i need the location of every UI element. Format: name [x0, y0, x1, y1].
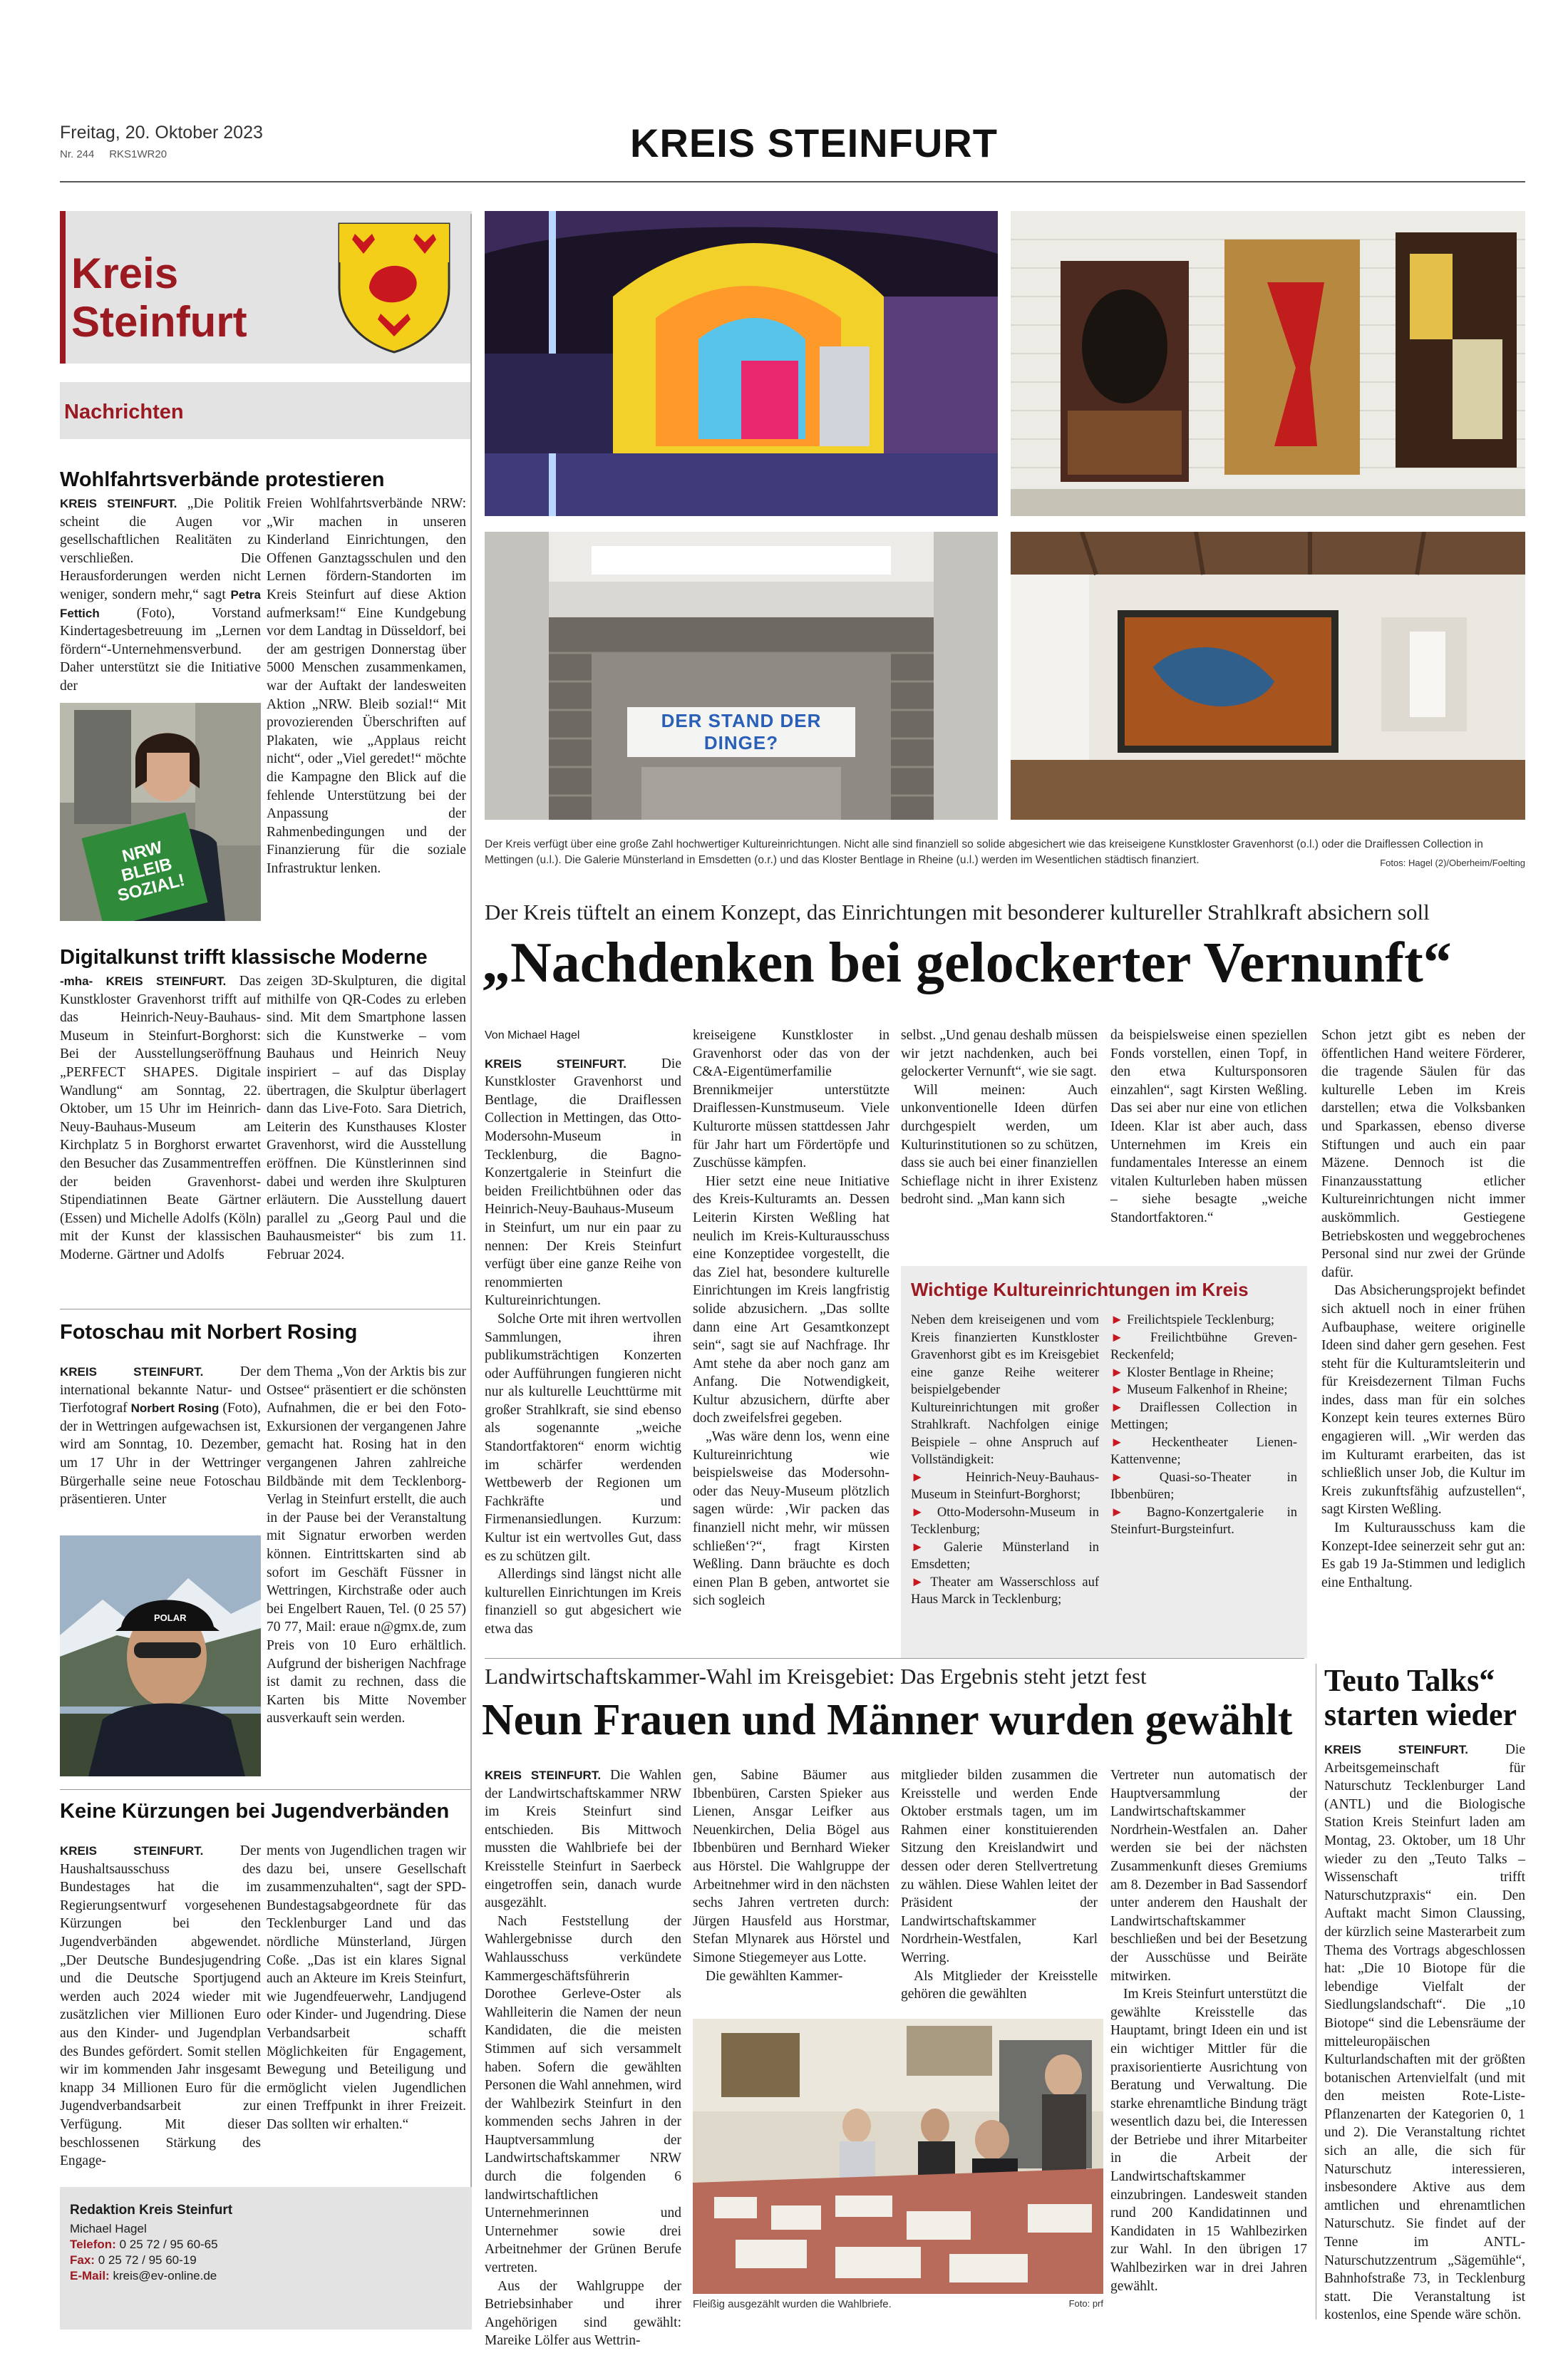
top-story-col3-p1: selbst. „Und genau deshalb müssen wir jetzt nachdenken, auch bei gelockerter Vernunft“, wie sie sagt.	[901, 1028, 1098, 1080]
contact-mail-line	[70, 2268, 462, 2284]
top-story-col1	[485, 1026, 681, 1639]
election-col1-p1	[485, 1766, 681, 1913]
election-dateline: KREIS STEINFURT.	[485, 1769, 602, 1782]
photo-galerie-muensterland	[1011, 211, 1525, 516]
election-col2	[693, 1766, 889, 1985]
contact-phone[interactable]: 0 25 72 / 95 60-65	[119, 2238, 218, 2251]
top-story-col1-p1	[485, 1055, 681, 1310]
bullet-triangle-icon: ►	[1110, 1505, 1124, 1520]
infobox-item-label: Draiflessen Collection in Mettingen;	[1110, 1400, 1297, 1432]
contact-title: Redaktion Kreis Steinfurt	[70, 2203, 233, 2218]
masthead-rule	[60, 181, 1525, 182]
top-story-col5-p3: Im Kulturausschuss kam die Konzept-Idee seinerzeit sehr gut an: Es gab 19 Ja-Stimmen und lediglich eine Enthaltung.	[1321, 1520, 1525, 1590]
contact-mail-label: E-Mail:	[70, 2269, 110, 2282]
brief3-col1	[60, 1363, 261, 1509]
infobox-item	[1110, 1434, 1297, 1469]
election-col4-p2: Im Kreis Steinfurt unterstützt die gewählte Kreisstelle das Hauptamt, bringt Ideen ein und ist ein wichtiger Mittler für die praxisorientierte Ausrichtung von Beratung und Verwaltung. Die starke ehrenamtliche Bindung trägt wesentlich dazu bei, die Interessen der Betriebe und ihrer Mitarbeiter in die Arbeit der Landwirtschaftskammer einzubringen. Landesweit standen rund 200 Kandidatinnen und Kandidaten in 15 Wahlbezirken zur Wahl. In den übrigen 17 Wahlbezirken war in drei Jahren gewählt.	[1110, 1987, 1307, 2294]
infobox-item-label: Heinrich-Neuy-Bauhaus-Museum in Steinfurt-Borghorst;	[911, 1470, 1099, 1502]
brief1-col1	[60, 495, 261, 696]
contact-phone-label: Telefon:	[70, 2238, 116, 2251]
teuto-headline-line1: Teuto Talks“	[1324, 1663, 1495, 1698]
infobox-item	[1110, 1381, 1297, 1399]
brief3-rule	[60, 1789, 470, 1790]
top-story-col5-p2: Das Absicherungsprojekt befindet sich aktuell noch in einer frühen Aufbauphase, weitere originelle Ideen sind daher gern gesehen. Fest steht für die Kulturamtsleiterin und für Kreisdezernent Tilman Fuchs indes, dass man für ein solches Konzept kein teures externes Büro engagieren will. „Wir werden das im Kulturamt erarbeiten, das ist schließlich unser Job, die Kultur im Kreis zukunftsfähig aufzustellen“, sagt Kirsten Weßling.	[1321, 1283, 1525, 1518]
election-photo-caption: Fleißig ausgezählt wurden die Wahlbriefe.	[693, 2298, 892, 2310]
election-kicker: Landwirtschaftskammer-Wahl im Kreisgebiet: Das Ergebnis steht jetzt fest	[485, 1664, 1147, 1689]
contact-fax: 0 25 72 / 95 60-19	[98, 2253, 197, 2267]
bullet-triangle-icon: ►	[1110, 1365, 1124, 1380]
top-story-col4	[1110, 1026, 1307, 1227]
brief3-dateline: KREIS STEINFURT.	[60, 1365, 204, 1379]
election-col1	[485, 1766, 681, 2350]
top-story-col1-p3: Allerdings sind längst nicht alle kulturellen Einrichtungen im Kreis finanziell so gut abgesichert wie etwa das	[485, 1567, 681, 1637]
bullet-triangle-icon: ►	[1110, 1400, 1124, 1415]
infobox-item	[911, 1539, 1099, 1574]
infobox-item	[1110, 1364, 1297, 1382]
bullet-triangle-icon: ►	[1110, 1435, 1124, 1450]
infobox-title: Wichtige Kultureinrichtungen im Kreis	[911, 1279, 1249, 1300]
bullet-triangle-icon: ►	[911, 1470, 924, 1485]
brief1-sign-text: NRW BLEIB SOZIAL!	[115, 838, 187, 906]
infobox-intro: Neben dem kreiseigenen und vom Kreis finanzierten Kunstkloster Gravenhorst gibt es im Kreisgebiet eine ganze Reihe weiterer beispielgebender Kultureinrichtungen mit großer Strahlkraft. Nachfolgen einige Beispiele – ohne Anspruch auf Vollständigkeit:	[911, 1313, 1099, 1467]
top-story-dateline: KREIS STEINFURT.	[485, 1056, 626, 1071]
infobox-item	[911, 1469, 1099, 1504]
rubric-label: Nachrichten	[64, 401, 184, 423]
infobox-item	[1110, 1399, 1297, 1434]
bullet-triangle-icon: ►	[1110, 1470, 1124, 1485]
infobox-item-label: Freilichtbühne Greven-Reckenfeld;	[1110, 1330, 1297, 1362]
top-story-col2-p1: kreiseigene Kunstkloster in Gravenhorst oder das von der C&A-Eigentümerfamilie Brennikmeijer unterstützte Draiflessen-Kunstmuseum. Viele Kulturorte müssen stattdessen Jahr für Jahr hart um Fördertöpfe und Zuschüsse kämpfen.	[693, 1028, 889, 1171]
top-story-col3-p2: Will meinen: Auch unkonventionelle Ideen dürfen durchgespielt werden, um Kulturinstitutionen so zu schützen, dass sie auch bei einer finanziellen Schieflage nicht in ihrer Existenz bedroht sind. „Man kann sich	[901, 1082, 1098, 1208]
infobox-item-label: Otto-Modersohn-Museum in Tecklenburg;	[911, 1505, 1099, 1537]
top-story-col5	[1321, 1026, 1525, 1592]
brief1-person: Petra Fettich	[60, 587, 261, 620]
election-col2-p2: Die gewählten Kammer-	[706, 1968, 843, 1984]
contact-phone-line	[70, 2237, 462, 2253]
election-col4-p1: Vertreter nun automatisch der Hauptversammlung der Landwirtschaftskammer Nordrhein-Westfalen an. Daher werden sie bei der nächsten Zusammenkunft dieses Gremiums am 8. Dezember in Bad Sassendorf unter anderem den Haushalt der Landwirtschaftskammer beschließen und bei der Besetzung der Ausschüsse und Beiräte mitwirken.	[1110, 1768, 1307, 1984]
brief4-headline: Keine Kürzungen bei Jugendverbänden	[60, 1800, 450, 1823]
top-story-byline: Von Michael Hagel	[485, 1029, 580, 1041]
brief1-text-b: (Foto), Vorstand Kindertagesbetreuung im „Lernen fördern“-Unternehmensverbund. Daher unterstützt sie die Initiative der	[60, 605, 262, 694]
coat-of-arms-icon	[334, 220, 455, 355]
stairs-sign: DER STAND DER DINGE?	[627, 707, 855, 757]
top-story-caption-credit: Fotos: Hagel (2)/Oberheim/Foelting	[1380, 858, 1525, 868]
election-col3	[901, 1766, 1098, 2004]
top-story-kicker: Der Kreis tüftelt an einem Konzept, das Einrichtungen mit besonderer kultureller Strahlkraft absichern soll	[485, 900, 1430, 925]
brief4-col1	[60, 1842, 261, 2171]
top-story-photo-caption	[485, 837, 1525, 871]
infobox-item	[1110, 1469, 1297, 1504]
infobox-item-label: Heckentheater Lienen-Kattenvenne;	[1110, 1435, 1297, 1467]
photo-draiflessen-collection	[485, 532, 998, 820]
brief3-text-b: (Foto), der in Wettringen aufgewachsen ist, wird am Sonntag, 10. Dezember, um 17 Uhr in der Wettringer Bürgerhalle seine neue Fotoschau präsentieren. Unter	[60, 1401, 261, 1508]
photo-kunstkloster-gravenhorst	[485, 211, 998, 516]
election-col4	[1110, 1766, 1307, 2295]
teuto-text: Die Arbeitsgemeinschaft für Naturschutz Tecklenburger Land (ANTL) und die Biologische Station Kreis Steinfurt laden am Montag, 23. Oktober, um 18 Uhr wieder zu den „Teuto Talks – Wissenschaft trifft Naturschutzpraxis“ ein. Den Auftakt macht Simon Claussing, der kürzlich seine Masterarbeit zum Thema des Vortrags abgeschlossen hat: „Die 10 Biotope für die lebendige Vielfalt der Siedlungslandschaft“. Die „10 Biotope“ sind die Lebensräume der mitteleuropäischen Kulturlandschaften mit der größten botanischen Artenvielfalt (und mit den meisten Rote-Liste-Pflanzenarten der Kategorien 0, 1 und 2). Die Veranstaltung richtet sich an alle, die sich für Naturschutz interessieren, insbesondere Aktive aus dem amtlichen und ehrenamtlichen Naturschutz. Sie findet auf der Tenne im ANTL-Naturschutzzentrum „Sägemühle“, Bahnhofstraße 73, in Tecklenburg statt. Die Veranstaltung ist kostenlos, eine Spende wäre schön.	[1324, 1742, 1525, 2323]
infobox-item	[1110, 1329, 1297, 1364]
brief3-text-a: Der international bekannte Natur- und Tierfotograf	[60, 1364, 262, 1416]
brief4-dateline: KREIS STEINFURT.	[60, 1844, 204, 1858]
infobox-col2	[1110, 1312, 1297, 1539]
infobox-item	[1110, 1504, 1297, 1539]
bullet-triangle-icon: ►	[1110, 1330, 1124, 1345]
teuto-body	[1324, 1741, 1525, 2325]
contact-mail[interactable]: kreis@ev-online.de	[113, 2269, 217, 2282]
infobox-col1	[911, 1312, 1099, 1609]
brief3-person: Norbert Rosing	[130, 1401, 220, 1416]
brief4-text: Der Haushaltsausschuss des Bundestages hat die im Regierungsentwurf vorgesehenen Kürzungen bei den Jugendverbänden abgewendet. „Der Deutsche Bundesjugendring und die Deutsche Sportjugend werden auch 2024 wieder mit zusätzlichen vier Millionen Euro aus den Kinder- und Jugendplan des Bundes gefördert. Somit stellen wir im kommenden Jahr insgesamt knapp 34 Millionen Euro für die Jugendverbandsarbeit zur Verfügung. Mit dieser beschlossenen Stärkung des Engage-	[60, 1843, 262, 2169]
brief3-col2: dem Thema „Von der Arktis bis zur Ostsee“ präsentiert er die schönsten Aufnahmen, die er bei den Foto-Exkursionen der vergangenen Jahre gemacht hat. Rosing hat in den vergangenen Jahren zahlreiche Bildbände mit dem Tecklenborg-Verlag in Steinfurt erstellt, die auch in der Pause bei der Veranstaltung mit Signatur erworben werden können. Eintrittskarten sind ab sofort im Geschäft Füssner in Wettringen, Kirchstraße oder auch bei Engelbert Rauen, Tel. (0 25 57) 70 77, Mail: eraue n@gmx.de, zum Preis von 10 Euro erhältlich. Aufgrund der bisherigen Nachfrage ist damit zu rechnen, dass die Karten bis Mitte November ausverkauft sein werden.	[267, 1364, 466, 1726]
infobox-item	[911, 1504, 1099, 1539]
infobox-item	[1110, 1312, 1297, 1329]
election-col3-p2: Als Mitglieder der Kreisstelle gehören die gewählten	[901, 1968, 1098, 2002]
top-story-col2	[693, 1026, 889, 1610]
infobox-item-label: Quasi-so-Theater in Ibbenbüren;	[1110, 1470, 1297, 1502]
sidebar-divider	[470, 214, 472, 2238]
election-col1-p1-text: Die Wahlen der Landwirtschaftskammer NRW im Kreis Steinfurt sind entschieden. Bis Mittwoch mussten die Wahlbriefe bei der Kreisstelle Steinfurt in Saerbeck eingetroffen sein, danach wurde ausgezählt.	[485, 1768, 681, 1911]
top-story-caption-text: Der Kreis verfügt über eine große Zahl hochwertiger Kultureinrichtungen. Nicht alle sind finanziell so solide abgesichert wie das kreiseigene Kunstkloster Gravenhorst (o.l.) oder die Draiflessen Collection in Mettingen (u.l.). Die Galerie Münsterland in Emsdetten (o.r.) und das Kloster Bentlage in Rheine (u.l.) werden im Wesentlichen städtisch finanziert.	[485, 838, 1483, 866]
election-col2-p1: gen, Sabine Bäumer aus Ibbenbüren, Carsten Spieker aus Lienen, Ansgar Leifker aus Neuenkirchen, Delia Bögel aus Ibbenbüren und Bernhard Wieker aus Hörstel. Die Wahlgruppe der Arbeitnehmer wird in den nächsten sechs Jahren vertreten durch: Jürgen Hausfeld aus Horstmar, Stefan Mlynarek aus Hörstel und Simone Stiegemeyer aus Lotte.	[693, 1768, 889, 1965]
top-story-col5-p1: Schon jetzt gibt es neben der öffentlichen Hand weitere Förderer, die tragende Säulen für das kulturelle Leben im Kreis darstellen; etwa die Volksbanken und Sparkassen, ebenso diverse Stiftungen und auch ein paar Mäzene. Dennoch ist die Finanzausstattung etlicher Kultureinrichtungen nicht immer auskömmlich. Gestiegene Betriebskosten und weggebrochenes Personal sind nur zwei der Gründe dafür.	[1321, 1028, 1525, 1280]
top-story-col3	[901, 1026, 1098, 1209]
masthead-date: Freitag, 20. Oktober 2023	[60, 123, 263, 143]
top-story-col2-p3: „Was wäre denn los, wenn eine Kultureinrichtung wie beispielsweise das Modersohn- oder das Neuy-Museum plötzlich sagen würde: ‚Wir packen das finanziell nicht mehr, wir müssen schließen‘?“, fragt Kirsten Weßling. Dann bräuchte es doch einen Plan B geben, antwortet sie sich sogleich	[693, 1429, 889, 1609]
contact-box	[60, 2187, 472, 2330]
photo-kloster-bentlage	[1011, 532, 1525, 820]
election-headline: Neun Frauen und Männer wurden gewählt	[482, 1696, 1293, 1744]
brief2-dateline: -mha- KREIS STEINFURT.	[60, 974, 227, 988]
election-col3-p1: mitglieder bilden zusammen die Kreisstelle und werden Ende Oktober erstmals tagen, um im Rahmen einer konstituierenden Sitzung den Kreislandwirt und dessen oder deren Stellvertretung zu wählen. Diese Wahlen leitet der Präsident der Landwirtschaftskammer Nordrhein-Westfalen, Karl Werring.	[901, 1768, 1098, 1965]
bullet-triangle-icon: ►	[911, 1540, 924, 1555]
region-box	[60, 211, 472, 364]
masthead-section: KREIS STEINFURT	[630, 120, 998, 165]
brief3-cap-logo: POLAR	[154, 1612, 187, 1623]
election-photo-caption-line	[693, 2298, 1103, 2310]
brief1-dateline: KREIS STEINFURT.	[60, 497, 177, 510]
top-story-col2-p2: Hier setzt eine neue Initiative des Kreis-Kulturamts an. Dessen Leiterin Kirsten Weßling hat neulich im Kreis-Kulturausschuss eine Konzeptidee vorgestellt, die das Ziel hat, besondere kulturelle Einrichtungen im Kreis langfristig solide abzusichern. „Das sollte dann eine Art Gesamtkonzept sein“, sagt sie auf Nachfrage. Ihr Amt stehe da aber noch ganz am Anfang. Die Notwendigkeit, Kultur abzusichern, dürfte aber doch zweifelsfrei gegeben.	[693, 1173, 889, 1426]
brief2-col2: zeigen 3D-Skulpturen, die digital mithilfe von QR-Codes zu erleben sind. Mit dem Smartphone lassen sich die Kunstwerke – vom Bauhaus und Heinrich Neuy inspiriert – auf das Display übertragen, die Skulptur überlagert dann das Live-Foto. Sara Dietrich, Leiterin des Kunsthauses Kloster Gravenhorst, wird die Ausstellung eröffnen. Die Künstlerinnen sind dabei und werden ihre Skulpturen erläutern. Die Ausstellung dauert parallel zu „Georg Paul und die Bauhausmeister“ bis zum 11. Februar 2024.	[267, 974, 466, 1262]
top-story-col1-p1-text: Die Kunstkloster Gravenhorst und Bentlage, die Draiflessen Collection in Mettingen, das Otto-Modersohn-Museum in Tecklenburg, die Bagno-Konzertgalerie in Steinfurt die beiden Freilichtbühnen oder das Heinrich-Neuy-Bauhaus-Museum in Steinfurt, um nur ein paar zu nennen: Der Kreis Steinfurt verfügt über eine ganze Reihe von renommierten Kultureinrichtungen.	[485, 1056, 681, 1309]
region-accent-bar	[60, 211, 66, 364]
election-col1-p2: Nach Feststellung der Wahlergebnisse durch den Wahlausschuss verkündete Kammergeschäftsführerin Dorothee Gerleve-Oster als Wahlleiterin die Namen der neun Kandidaten, die die meisten Stimmen auf sich versammelt haben. Sofern die gewählten Personen die Wahl annehmen, wird der Wahlbezirk Steinfurt in den kommenden sechs Jahren in der Hauptversammlung der Landwirtschaftskammer NRW durch die folgenden 6 landwirtschaftlichen Unternehmerinnen und Unternehmer sowie drei Arbeitnehmer der Grünen Berufe vertreten.	[485, 1913, 681, 2276]
election-photo-credit: Foto: prf	[1068, 2298, 1103, 2309]
bullet-triangle-icon: ►	[911, 1575, 924, 1590]
election-photo	[693, 2019, 1103, 2294]
brief3-portrait-photo	[60, 1535, 261, 1776]
brief1-col2: Freien Wohlfahrtsverbände NRW: „Wir machen in unseren Kinderland Einrichtungen, den Offenen Ganztagsschulen und den Lernen fördern-Standorten im Kreis Steinfurt auf diese Aktion aufmerksam!“ Eine Kundgebung vor dem Landtag in Düsseldorf, bei der am gestrigen Donnerstag über 5000 Menschen zusammenkamen, war der Auftakt der landesweiten Aktion „NRW. Bleib sozial!“ Mit provozierenden Überschriften auf Plakaten, wie „Applaus reicht nicht“, oder „Viel geredet!“ möchte die Kampagne den Blick auf die fehlende Unterstützung bei der Anpassung der Rahmenbedingungen und der Finanzierung für die soziale Infrastruktur lenken.	[267, 496, 466, 876]
teuto-headline-line2: starten wieder	[1324, 1697, 1517, 1732]
brief2-text: Das Kunstkloster Gravenhorst trifft auf das Heinrich-Neuy-Bauhaus-Museum in Steinfurt-Borghorst: Bei der Ausstellungseröffnung „PERFECT SHAPES. Digitale Wandlung“ am Sonntag, 22. Oktober, um 15 Uhr im Heinrich-Neuy-Bauhaus-Museum am Kirchplatz 5 in Borghorst erwartet den Besucher das Zusammentreffen der beiden Gravenhorst-Stipendiatinnen Beate Gärtner (Essen) und Michelle Adolfs (Köln) mit der Kunst der klassischen Moderne. Gärtner und Adolfs	[60, 974, 262, 1262]
rubric-bar	[60, 382, 472, 439]
top-story-headline: „Nachdenken bei gelockerter Vernunft“	[482, 932, 1452, 994]
contact-fax-label: Fax:	[70, 2253, 95, 2267]
infobox-item-label: Theater am Wasserschloss auf Haus Marck in Tecklenburg;	[911, 1575, 1099, 1607]
infobox-item	[911, 1574, 1099, 1609]
infobox	[901, 1266, 1307, 1658]
region-name-line2: Steinfurt	[71, 298, 247, 346]
masthead-edition: Nr. 244 RKS1WR20	[60, 148, 167, 160]
brief2-headline: Digitalkunst trifft klassische Moderne	[60, 946, 428, 969]
contact-fax-line	[70, 2253, 462, 2268]
region-name-line1: Kreis	[71, 249, 179, 297]
infobox-item-label: Bagno-Konzertgalerie in Steinfurt-Burgsteinfurt.	[1110, 1505, 1298, 1537]
brief1-text-a: „Die Politik scheint die Augen vor gesellschaftlichen Realitäten zu verschließen. Die Herausforderungen werden nicht weniger, sondern mehr,“ sagt	[60, 496, 262, 602]
bullet-triangle-icon: ►	[1110, 1313, 1124, 1327]
bullet-triangle-icon: ►	[1110, 1383, 1124, 1397]
infobox-item-label: Freilichtspiele Tecklenburg;	[1126, 1313, 1275, 1327]
teuto-dateline: KREIS STEINFURT.	[1324, 1743, 1468, 1756]
brief2-col1	[60, 972, 261, 1265]
election-top-rule	[485, 1658, 1304, 1659]
top-story-col4-p1: da beispielsweise einen speziellen Fonds vorstellen, einen Topf, in den etwa Kultursponsoren einzahlen“, sagt Kirsten Weßling. Das sei aber nur eine von etlichen Ideen. Klar ist aber auch, dass Unternehmen im Kreis ein fundamentales Interesse an einem vitalen Kulturleben haben müssen – siehe besagte „weiche Standortfaktoren.“	[1110, 1028, 1307, 1225]
election-col1-p3: Aus der Wahlgruppe der Betriebsinhaber und ihrer Angehörigen sind gewählt: Mareike Lölfer aus Wettrin-	[485, 2278, 681, 2349]
contact-name: Michael Hagel	[70, 2222, 147, 2235]
brief1-portrait-photo	[60, 703, 261, 921]
brief3-headline: Fotoschau mit Norbert Rosing	[60, 1321, 358, 1344]
infobox-item-label: Galerie Münsterland in Emsdetten;	[911, 1540, 1099, 1572]
top-story-col1-p2: Solche Orte mit ihren wertvollen Sammlungen, ihren publikumsträchtigen Konzerten oder Aufführungen fungieren nicht nur als kulturelle Leuchttürme mit großer Strahlkraft, sie sind ebenso als sogenannte „weiche Standortfaktoren“ enorm wichtig im schärfer werdenden Wettbewerb der Regionen um Fachkräfte und Firmenansiedlungen. Kurzum: Kultur ist ein wertvolles Gut, dass es zu schützen gilt.	[485, 1311, 681, 1564]
infobox-item-label: Kloster Bentlage in Rheine;	[1126, 1365, 1274, 1380]
infobox-item-label: Museum Falkenhof in Rheine;	[1126, 1383, 1288, 1397]
brief4-col2: ments von Jugendlichen tragen wir dazu bei, unsere Gesellschaft zusammenzuhalten“, sagt der SPD-Bundestagsabgeordnete für das Tecklenburger Land und das nördliche Münsterland, Jürgen Coße. „Das ist ein klares Signal auch an Akteure im Kreis Steinfurt, wie Jugendfeuerwehr, Landjugend oder Kinder- und Jugendring. Diese Verbandsarbeit schafft Möglichkeiten für Engagement, Bewegung und Beteiligung und ermöglicht vielen Jugendlichen einen Treffpunkt in ihrer Freizeit. Das sollten wir erhalten.“	[267, 1843, 466, 2132]
brief1-headline: Wohlfahrtsverbände protestieren	[60, 468, 385, 491]
bullet-triangle-icon: ►	[911, 1505, 924, 1520]
